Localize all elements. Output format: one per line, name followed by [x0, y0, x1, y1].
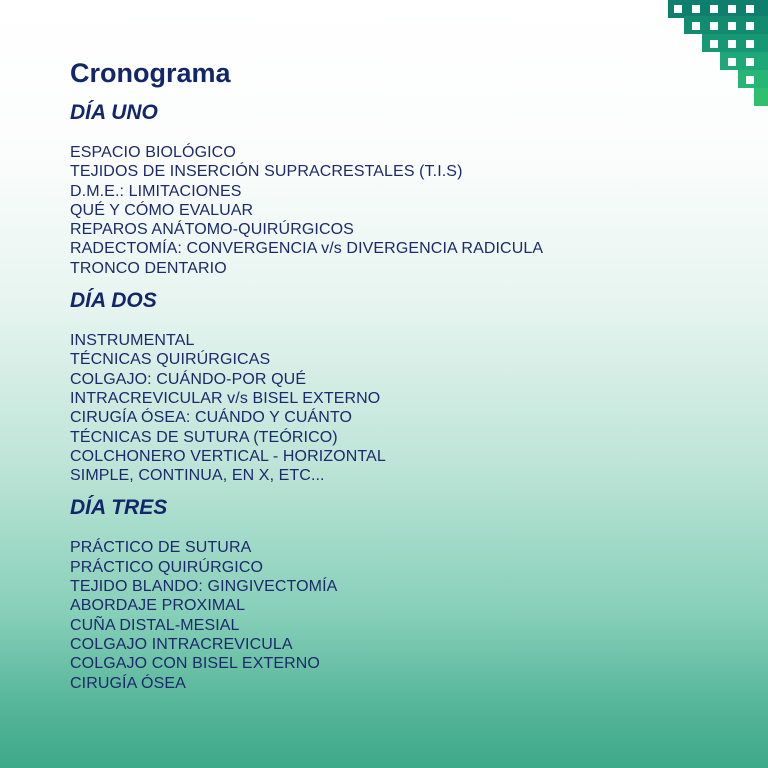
- day-one-section: [70, 100, 730, 278]
- list-item: CIRUGÍA ÓSEA: [70, 674, 186, 692]
- schedule-content: [70, 56, 730, 693]
- list-item: D.M.E.: LIMITACIONES: [70, 182, 242, 200]
- list-item: RADECTOMÍA: CONVERGENCIA v/s DIVERGENCIA RADICULA: [70, 240, 544, 258]
- day-one-list: [70, 143, 730, 278]
- list-item: REPAROS ANÁTOMO-QUIRÚRGICOS: [70, 221, 354, 239]
- list-item: TEJIDO BLANDO: GINGIVECTOMÍA: [70, 578, 338, 596]
- list-item: INSTRUMENTAL: [70, 332, 195, 350]
- day-three-section: [70, 495, 730, 692]
- day-one-heading: DÍA UNO: [70, 101, 158, 124]
- list-item: TÉCNICAS DE SUTURA (TEÓRICO): [70, 428, 338, 446]
- list-item: SIMPLE, CONTINUA, EN X, ETC...: [70, 467, 325, 485]
- list-item: COLGAJO CON BISEL EXTERNO: [70, 655, 320, 673]
- day-two-heading: DÍA DOS: [70, 289, 157, 313]
- list-item: ESPACIO BIOLÓGICO: [70, 144, 236, 161]
- list-item: COLGAJO INTRACREVICULA: [70, 635, 293, 653]
- day-three-heading: DÍA TRES: [70, 496, 168, 520]
- list-item: ABORDAJE PROXIMAL: [70, 597, 246, 615]
- list-item: PRÁCTICO QUIRÚRGICO: [70, 558, 264, 576]
- list-item: TÉCNICAS QUIRÚRGICAS: [70, 351, 271, 369]
- list-item: CUÑA DISTAL-MESIAL: [70, 616, 240, 634]
- list-item: QUÉ Y CÓMO EVALUAR: [70, 201, 254, 219]
- list-item: INTRACREVICULAR v/s BISEL EXTERNO: [70, 389, 381, 407]
- page-title: Cronograma: [70, 58, 231, 88]
- list-item: TRONCO DENTARIO: [70, 259, 227, 277]
- list-item: CIRUGÍA ÓSEA: CUÁNDO Y CUÁNTO: [70, 409, 353, 427]
- list-item: COLGAJO: CUÁNDO-POR QUÉ: [70, 370, 307, 388]
- day-three-list: [70, 538, 730, 692]
- list-item: TEJIDOS DE INSERCIÓN SUPRACRESTALES (T.I.S): [70, 163, 463, 181]
- day-two-section: [70, 288, 730, 485]
- list-item: PRÁCTICO DE SUTURA: [70, 539, 252, 557]
- list-item: COLCHONERO VERTICAL - HORIZONTAL: [70, 447, 386, 465]
- day-two-list: [70, 331, 730, 485]
